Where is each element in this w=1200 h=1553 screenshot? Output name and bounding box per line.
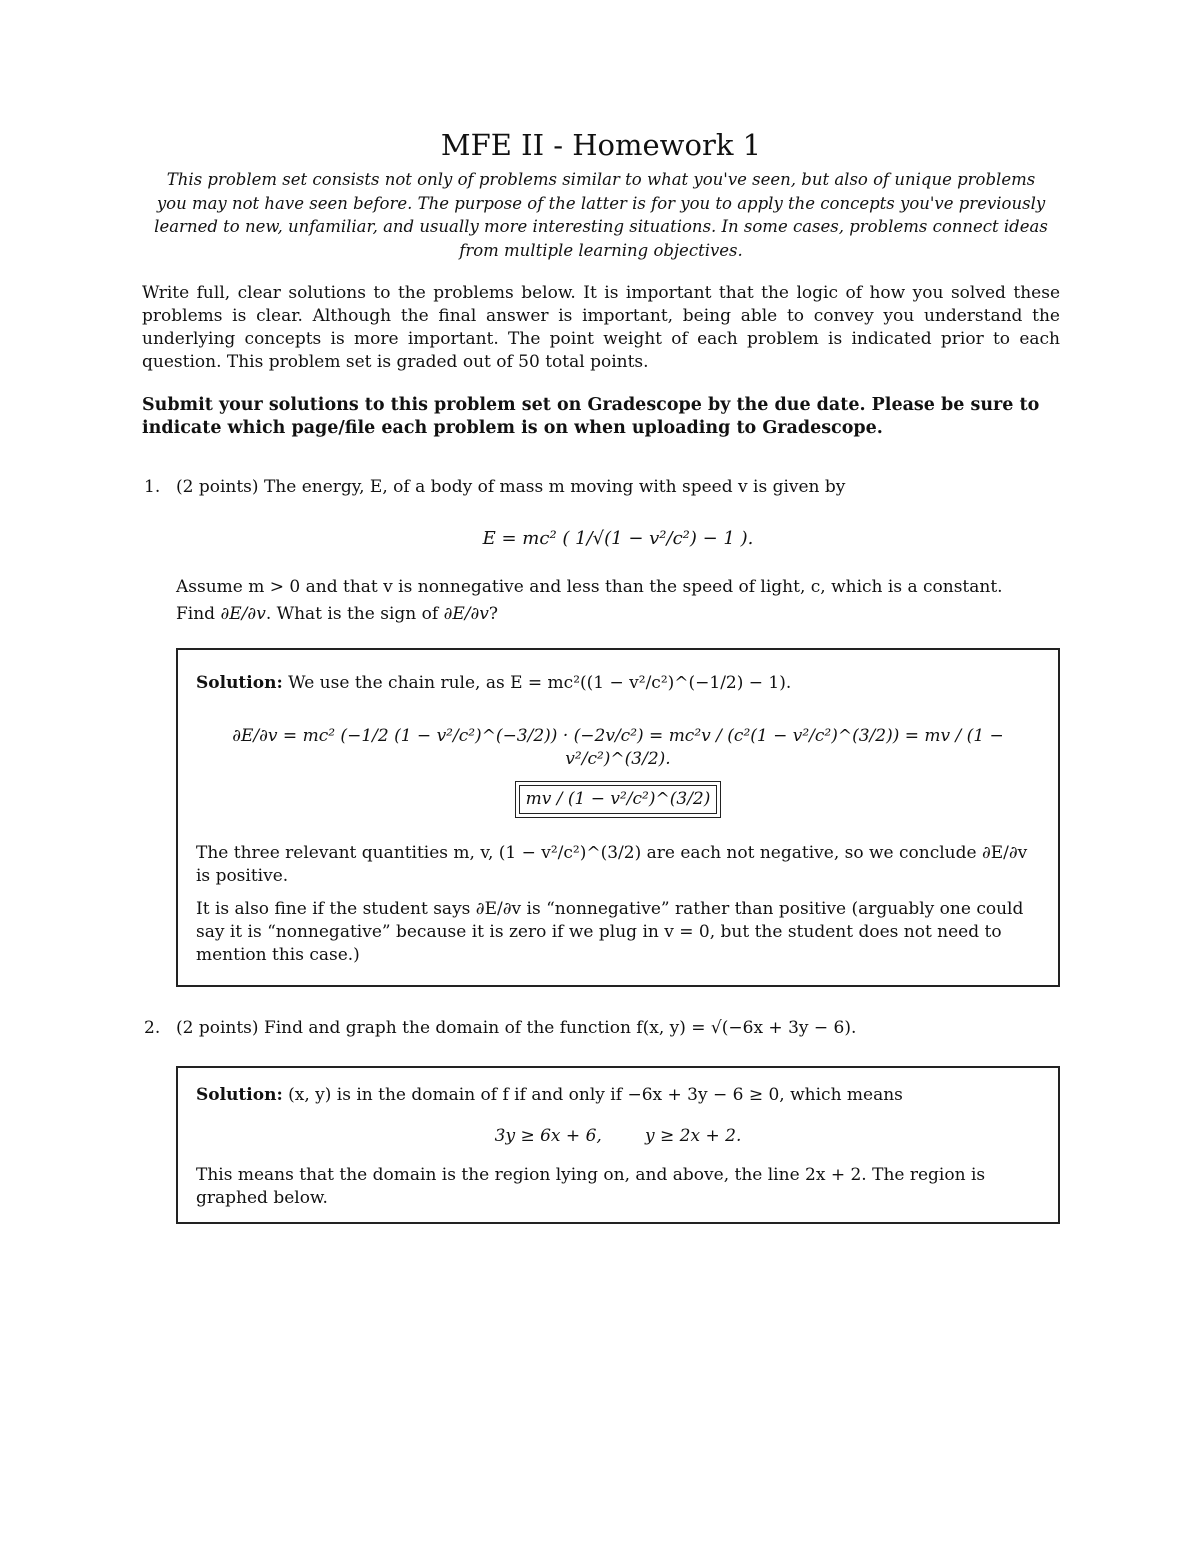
derivative-expr-2: ∂E/∂v [443,604,489,624]
boxed-answer [515,781,722,818]
problem-statement: (2 points) The energy, E, of a body of mass m moving with speed v is given by [176,477,846,497]
energy-formula: E = mc² ( 1/√(1 − v²/c²) − 1 ). [482,528,754,549]
solution-conclusion: This means that the domain is the region lying on, and above, the line 2x + 2. The region is graphed below. [196,1165,986,1208]
submission-note: Submit your solutions to this problem set on Gradescope by the due date. Please be sure to indicate which page/file each problem is on when uploading to Gradescope. [142,395,1040,438]
question-line [176,603,1060,626]
solution-box-1 [176,648,1060,987]
problem-1 [142,476,1060,626]
boxed-answer-text: mv / (1 − v²/c²)^(3/2) [519,785,718,814]
homework-page [142,128,1060,1224]
instructions-paragraph: Write full, clear solutions to the problems below. It is important that the logic of how you solved these problems is clear. Although the final answer is important, being able to convey you understand the underlying concepts is more important. The point weight of each problem is indicated prior to each question. This problem set is graded out of 50 total points. [142,283,1060,372]
page-title: MFE II - Homework 1 [440,128,762,162]
problem-number: 1. [144,477,161,497]
inequality-line: 3y ≥ 6x + 6, y ≥ 2x + 2. [494,1126,742,1146]
find-label: Find [176,604,216,624]
problem-number: 2. [144,1018,161,1038]
solution-lead-text: (x, y) is in the domain of f if and only if −6x + 3y − 6 ≥ 0, which means [288,1085,903,1105]
solution-note: It is also fine if the student says ∂E/∂v is “nonnegative” rather than positive (arguably one could say it is “nonnegative” because it is zero if we plug in v = 0, but the student does not need to mention this case.) [196,899,1024,965]
solution-lead [196,1084,1040,1107]
derivation-line [196,725,1040,818]
sign-question: . What is the sign of [265,604,439,624]
problem-2 [142,1017,1060,1040]
question-mark: ? [488,604,499,624]
derivation-text: ∂E/∂v = mc² (−1/2 (1 − v²/c²)^(−3/2)) · (−2v/c²) = mc²v / (c²(1 − v²/c²)^(3/2)) = mv / (1 − v²/c²)^(3/2). [232,726,1004,769]
solution-conclusion: The three relevant quantities m, v, (1 − v²/c²)^(3/2) are each not negative, so we conclude ∂E/∂v is positive. [196,843,1028,886]
solution-label: Solution: [196,1085,283,1105]
derivative-expr: ∂E/∂v [220,604,266,624]
problem-statement: (2 points) Find and graph the domain of the function f(x, y) = √(−6x + 3y − 6). [176,1018,857,1038]
solution-box-2 [176,1066,1060,1224]
solution-lead-text: We use the chain rule, as E = mc²((1 − v²/c²)^(−1/2) − 1). [288,673,792,693]
assumption-text: Assume m > 0 and that v is nonnegative and less than the speed of light, c, which is a constant. [176,577,1003,597]
solution-lead [196,672,1040,695]
intro-paragraph: This problem set consists not only of problems similar to what you've seen, but also of unique problems you may not have seen before. The purpose of the latter is for you to apply the concepts you've previously learned to new, unfamiliar, and usually more interesting situations. In some cases, problems connect ideas from multiple learning objectives. [154,170,1048,260]
solution-label: Solution: [196,673,283,693]
